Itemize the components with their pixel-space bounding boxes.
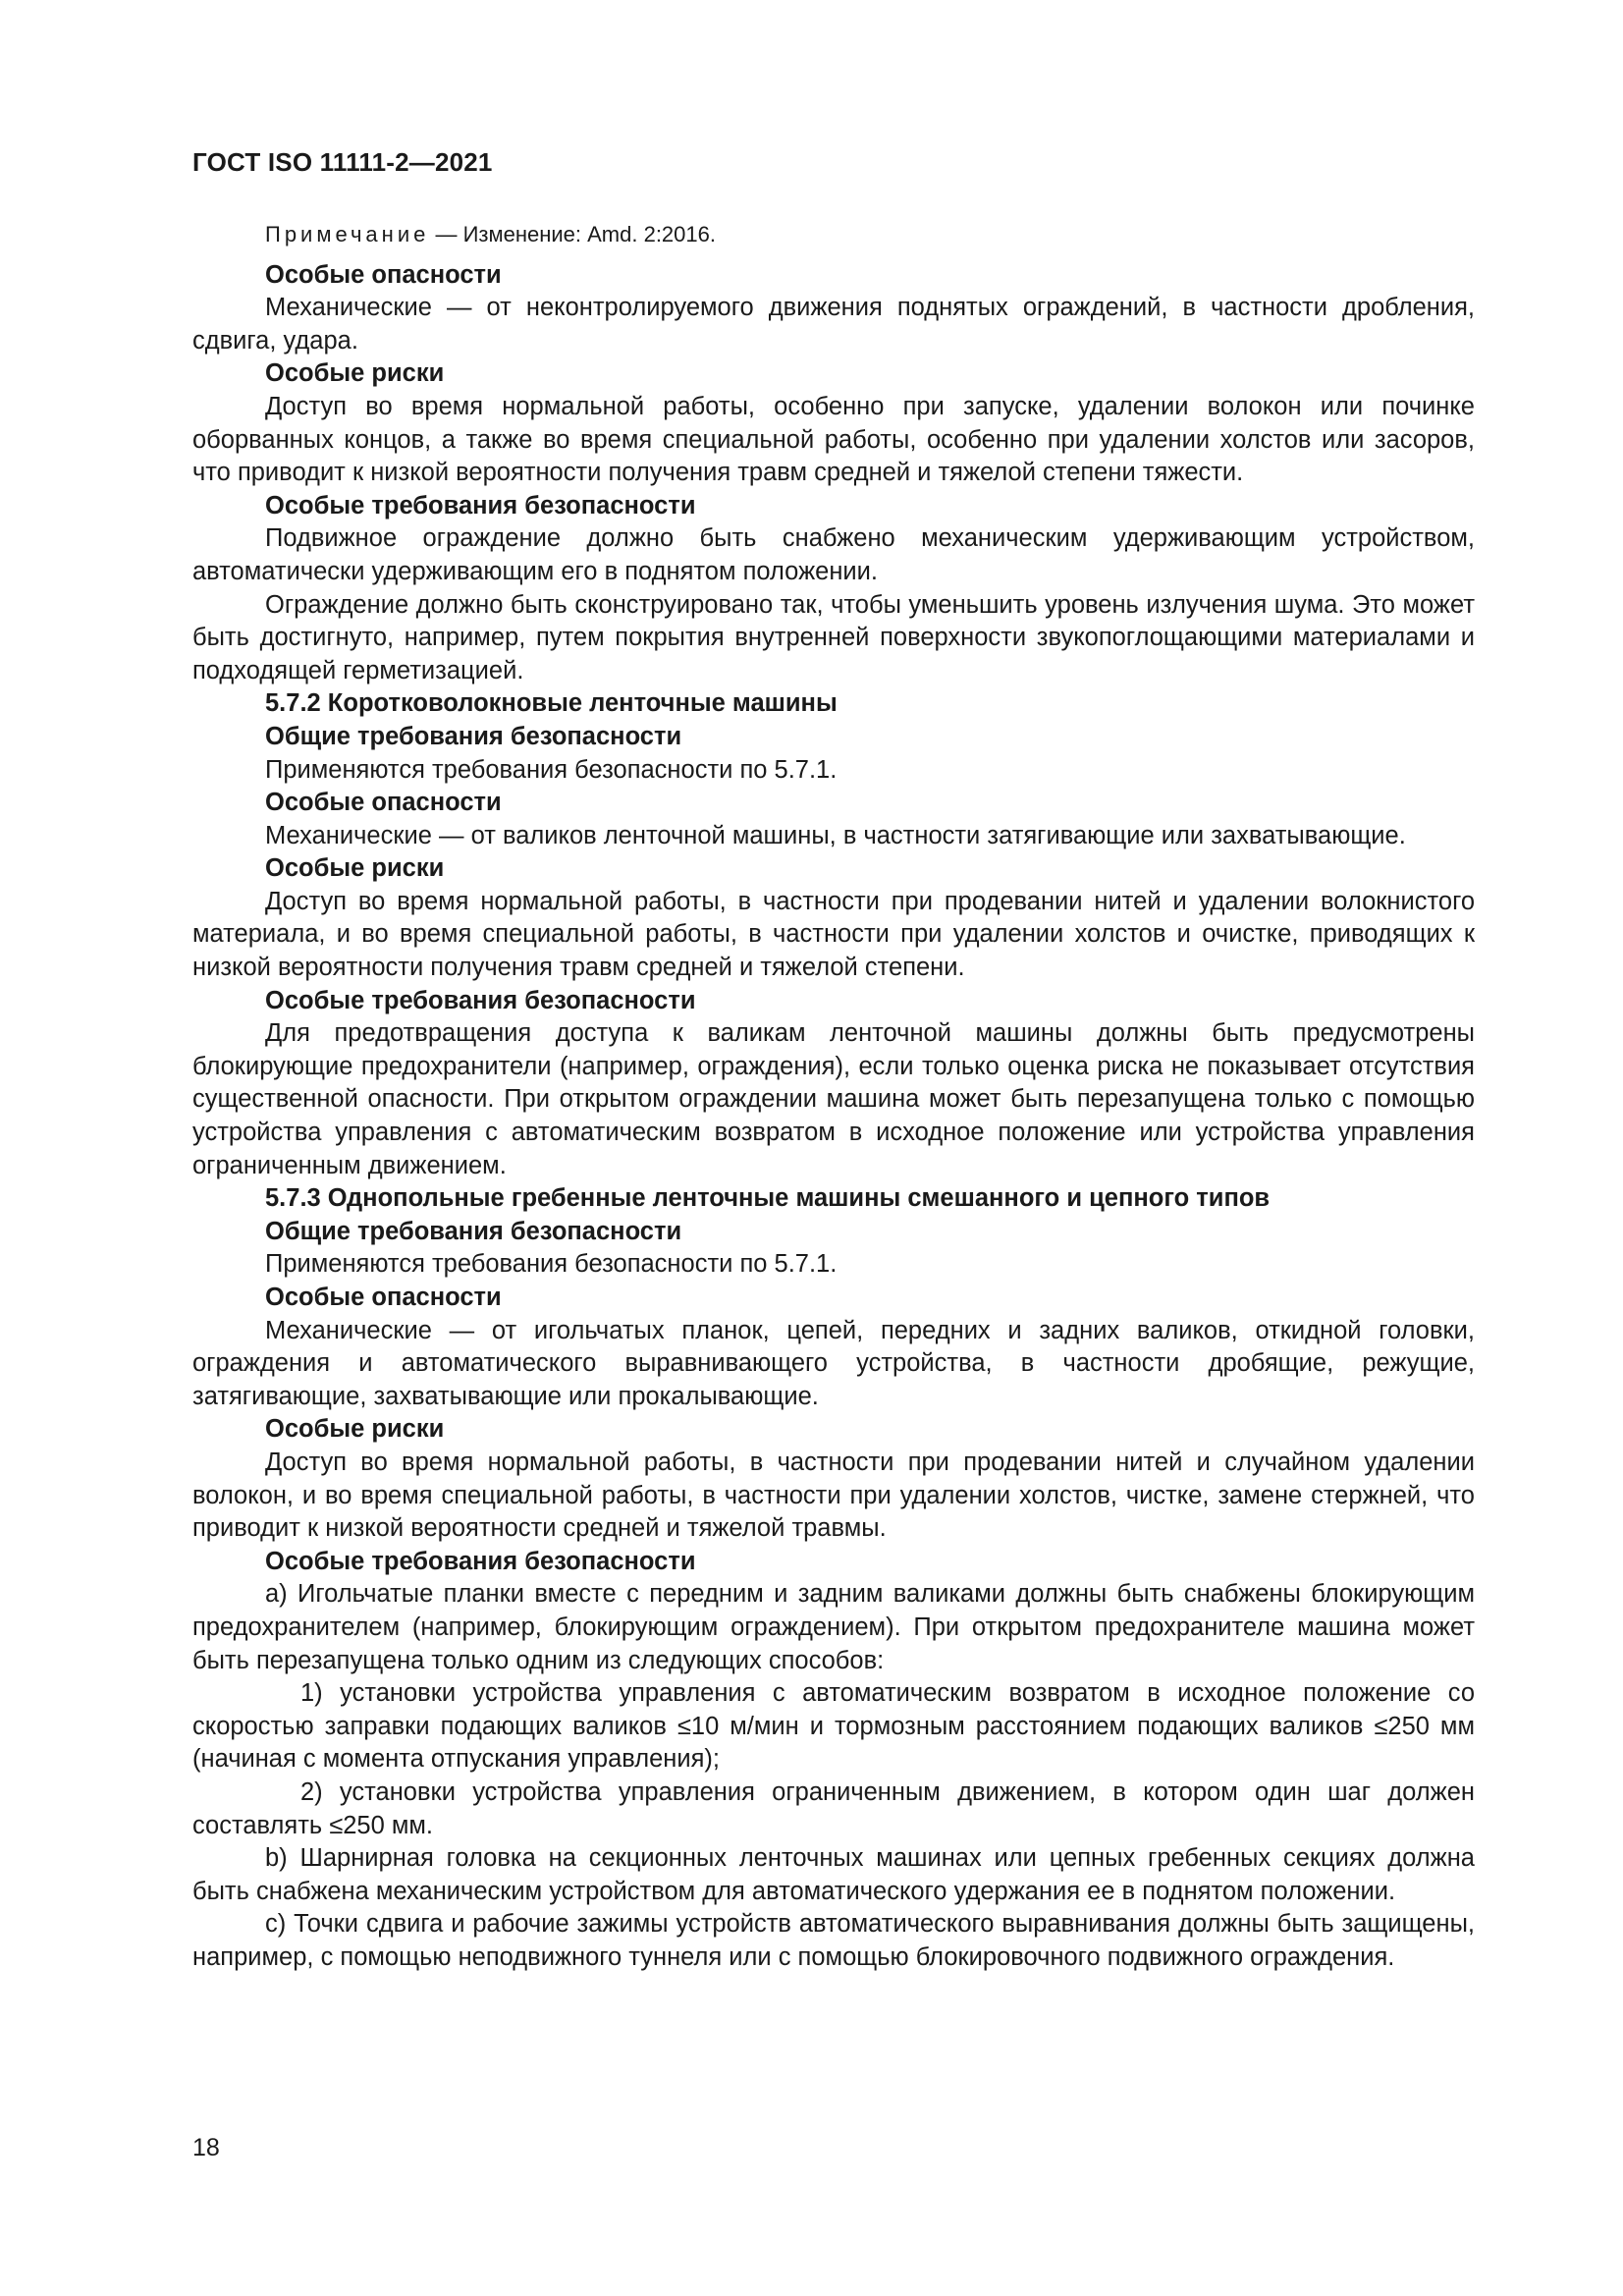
- body-paragraph: Механические — от валиков ленточной машины, в частности затягивающие или захватывающие.: [265, 821, 1406, 849]
- body-paragraph: Применяются требования безопасности по 5.7.1.: [265, 755, 838, 784]
- document-body: [192, 218, 1475, 1974]
- body-paragraph: b) Шарнирная головка на секционных ленточных машинах или цепных гребенных секциях должна быть снабжена механическим устройством для автоматического удержания ее в поднятом положении.: [192, 1844, 1475, 1905]
- page-number: 18: [192, 2134, 220, 2161]
- note-separator: —: [429, 222, 463, 246]
- section-heading: Особые риски: [265, 854, 445, 883]
- sub-item: 1) установки устройства управления с автоматическим возвратом в исходное положение со скоростью заправки подающих валиков ≤10 м/мин и тормозным расстоянием подающих валиков ≤250 мм (начиная с момента отпускания управления);: [192, 1679, 1475, 1774]
- section-heading: 5.7.2 Коротковолокновые ленточные машины: [265, 689, 838, 718]
- body-paragraph: Применяются требования безопасности по 5.7.1.: [265, 1250, 838, 1279]
- section-heading: Общие требования безопасности: [265, 1217, 682, 1245]
- section-heading: Особые требования безопасности: [265, 491, 696, 519]
- section-heading: Особые опасности: [265, 789, 502, 817]
- body-paragraph: с) Точки сдвига и рабочие зажимы устройств автоматического выравнивания должны быть защищены, например, с помощью неподвижного туннеля или с помощью блокировочного подвижного ограждения.: [192, 1910, 1475, 1971]
- sub-item: 2) установки устройства управления ограниченным движением, в котором один шаг должен составлять ≤250 мм.: [192, 1777, 1475, 1839]
- body-paragraph: Для предотвращения доступа к валикам ленточной машины должны быть предусмотрены блокирующие предохранители (например, ограждения), если только оценка риска не показывает отсутствия существенной опасности. При открытом ограждении машина может быть перезапущена только с помощью устройства управления с автоматическим возвратом в исходное положение или устройства управления ограниченным движением.: [192, 1019, 1475, 1179]
- section-heading: Общие требования безопасности: [265, 722, 682, 750]
- note-line: [192, 218, 1475, 251]
- section-heading: 5.7.3 Однопольные гребенные ленточные машины смешанного и цепного типов: [265, 1184, 1271, 1213]
- section-heading: Особые риски: [265, 359, 445, 388]
- body-paragraph: Механические — от игольчатых планок, цепей, передних и задних валиков, откидной головки, ограждения и автоматического выравнивающего устройства, в частности дробящие, режущие, затягивающие, захватывающие или прокалывающие.: [192, 1316, 1475, 1410]
- body-paragraph: Механические — от неконтролируемого движения поднятых ограждений, в частности дробления, сдвига, удара.: [192, 294, 1475, 355]
- body-paragraph: Доступ во время нормальной работы, в частности при продевании нитей и случайном удалении волокон, и во время специальной работы, в частности при удалении холстов, чистке, замене стержней, что приводит к низкой вероятности средней и тяжелой травмы.: [192, 1448, 1475, 1543]
- body-paragraph: Подвижное ограждение должно быть снабжено механическим удерживающим устройством, автоматически удерживающим его в поднятом положении.: [192, 524, 1475, 585]
- section-heading: Особые требования безопасности: [265, 986, 696, 1014]
- section-heading: Особые риски: [265, 1415, 445, 1444]
- body-paragraph: Доступ во время нормальной работы, в частности при продевании нитей и удалении волокнистого материала, и во время специальной работы, в частности при удалении холстов и очистке, приводящих к низкой вероятности получения травм средней и тяжелой степени.: [192, 887, 1475, 982]
- body-paragraph: Ограждение должно быть сконструировано так, чтобы уменьшить уровень излучения шума. Это может быть достигнуто, например, путем покрытия внутренней поверхности звукопоглощающими материалами и подходящей герметизацией.: [192, 590, 1475, 684]
- note-label: Примечание: [265, 222, 430, 246]
- body-paragraph: Доступ во время нормальной работы, особенно при запуске, удалении волокон или починке оборванных концов, а также во время специальной работы, особенно при удалении холстов или засоров, что приводит к низкой вероятности получения травм средней и тяжелой степени тяжести.: [192, 392, 1475, 487]
- section-heading: Особые опасности: [265, 260, 502, 289]
- note-text: Изменение: Amd. 2:2016.: [462, 222, 716, 246]
- section-heading: Особые опасности: [265, 1284, 502, 1311]
- body-paragraph: а) Игольчатые планки вместе с передним и задним валиками должны быть снабжены блокирующим предохранителем (например, блокирующим ограждением). При открытом предохранителе машина может быть перезапущена только одним из следующих способов:: [192, 1580, 1475, 1674]
- standard-code: ГОСТ ISO 11111-2—2021: [192, 147, 493, 177]
- section-heading: Особые требования безопасности: [265, 1547, 696, 1575]
